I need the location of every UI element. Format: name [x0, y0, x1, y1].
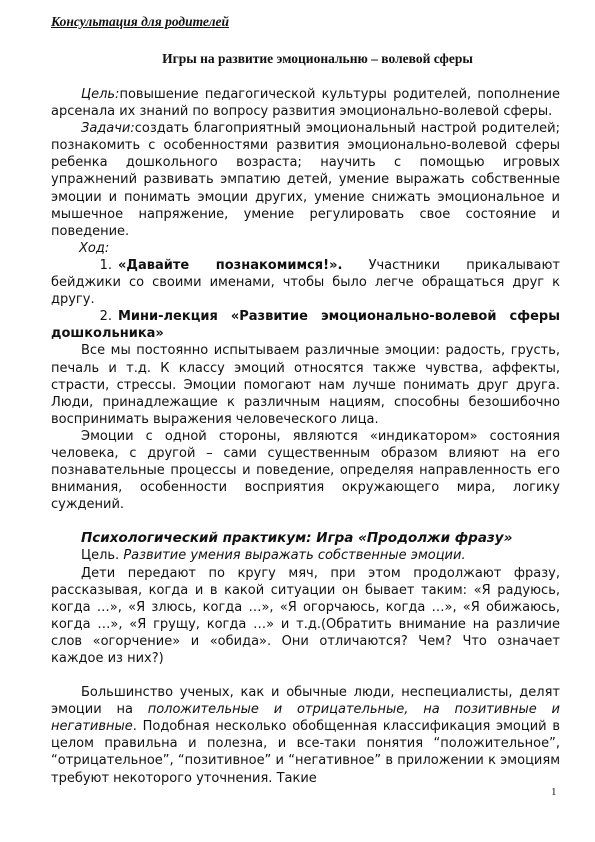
- page-number: 1: [551, 786, 557, 798]
- practicum-text: Дети передают по кругу мяч, при этом продолжают фразу, рассказывая, когда и в какой ситуации он бывает таким: «Я радуюсь, когда …», «Я злюсь, когда …», «Я огорчаюсь, когда …», «Я обижаюсь, когда …», «Я грущу, когда …» и т.д.(Обратить внимание на различие слов «огорчение» и «обида». Они отличаются? Чем? Что означает каждое из них?): [51, 565, 560, 666]
- spacer: [51, 513, 560, 530]
- classification-part-2: . Подобная несколько обобщенная классификация эмоций в целом правильна и полезна, и все-таки понятия “положительное”, “отрицательное”, “позитивное” и “негативное” в приложении к эмоциям требуют некоторого уточнения. Такие: [51, 719, 560, 786]
- lecture-paragraph-2: Эмоции с одной стороны, являются «индикатором» состояния человека, с другой – сами существенным образом влияют на его познавательные процессы и поведение, определяя направленность его внимания, особенности восприятия окружающего мира, логику суждений.: [51, 428, 560, 513]
- step-1: [51, 257, 560, 308]
- course-paragraph: [51, 240, 560, 257]
- course-label: Ход:: [79, 240, 110, 256]
- tasks-label: Задачи:: [81, 121, 135, 137]
- tasks-text: создать благоприятный эмоциональный настрой родителей; познакомить с особенностями развития эмоционально-волевой сферы ребенка дошкольного возраста; научить с помощью игровых упражнений развивать эмпатию детей, умение выражать собственные эмоции и понимать эмоции других, умение снижать эмоциональное и мышечное напряжение, умение регулировать свое состояние и поведение.: [51, 121, 560, 239]
- step-2-title: Мини-лекция «Развитие эмоционально-волевой сферы дошкольника»: [51, 309, 560, 342]
- goal-paragraph: [51, 86, 560, 120]
- classification-part-1: Большинство ученых, как и обычные люди, неспециалисты, делят эмоции на: [51, 685, 560, 718]
- step-1-number: 1.: [99, 257, 112, 273]
- document-body: [51, 86, 560, 787]
- step-2: [51, 308, 560, 342]
- consultation-heading: Консультация для родителей: [51, 14, 229, 29]
- document-title: Игры на развитие эмоциональню – волевой сферы: [162, 51, 473, 66]
- goal-text: повышение педагогической культуры родителей, пополнение арсенала их знаний по вопросу развития эмоционально-волевой сферы.: [51, 87, 560, 120]
- practicum-goal: [51, 547, 560, 564]
- step-2-number: 2.: [99, 309, 112, 325]
- step-1-title: «Давайте познакомимся!».: [118, 257, 343, 273]
- spacer: [51, 667, 560, 684]
- goal-label: Цель:: [81, 87, 120, 102]
- lecture-paragraph-1: Все мы постоянно испытываем различные эмоции: радость, грусть, печаль и т.д. К классу эмоций относятся также чувства, аффекты, страсти, стрессы. Эмоции помогают нам лучше понимать друг друга. Люди, принадлежащие к различным нациям, способны безошибочно воспринимать выражения человеческого лица.: [51, 343, 560, 427]
- practicum-title: Психологический практикум: Игра «Продолжи фразу»: [81, 530, 513, 547]
- practicum-goal-label: Цель.: [81, 548, 120, 564]
- classification-emphasis: положительные и отрицательные, на позитивные и негативные: [51, 702, 560, 735]
- classification-paragraph: [51, 684, 560, 787]
- tasks-paragraph: [51, 120, 560, 240]
- practicum-goal-text: Развитие умения выражать собственные эмоции.: [123, 548, 466, 564]
- step-1-text: Участники прикалывают бейджики со своими именами, чтобы было легче обращаться друг к другу.: [51, 257, 561, 308]
